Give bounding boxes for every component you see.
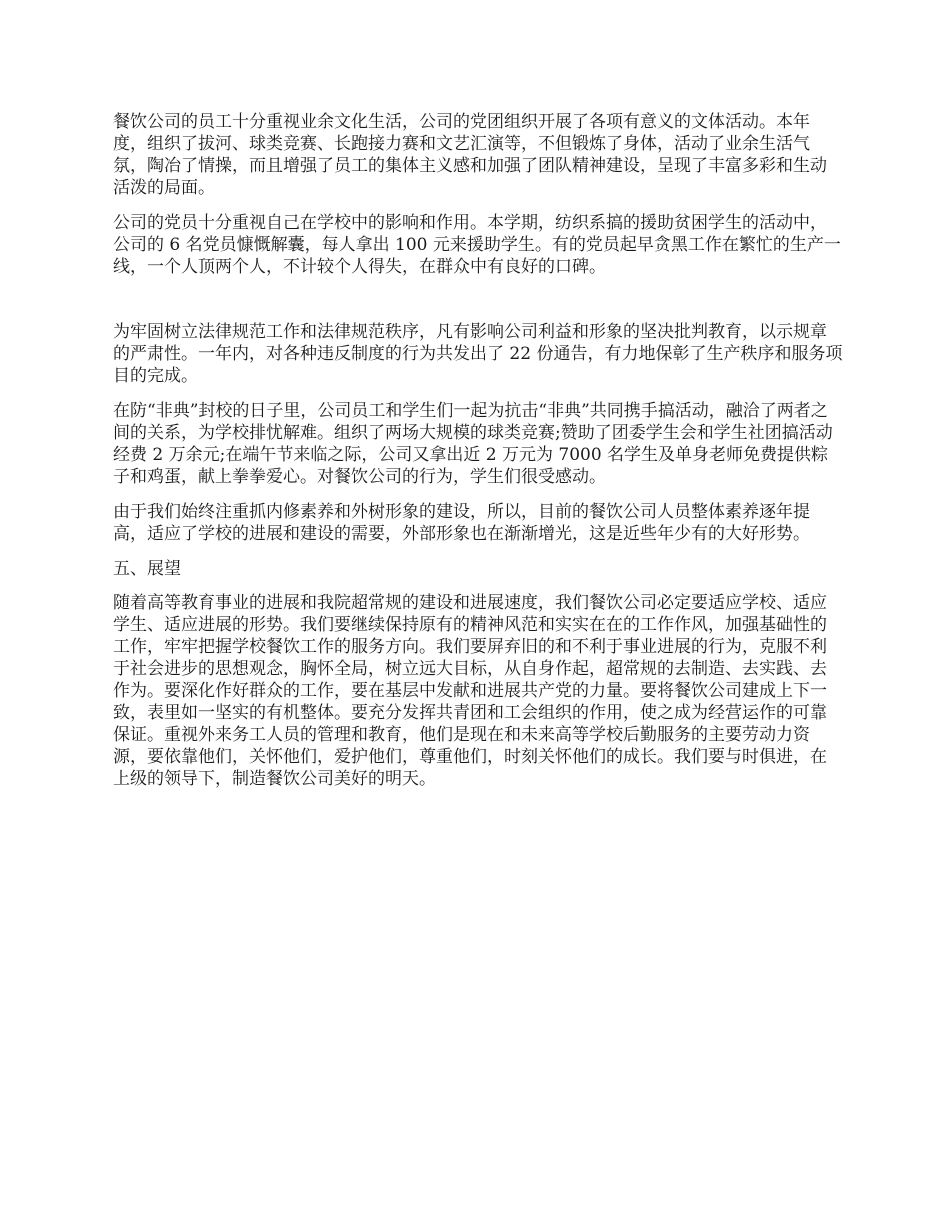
- paragraph-rules-discipline: 为牢固树立法律规范工作和法律规范秩序，凡有影响公司利益和形象的坚决批判教育，以示规章的严肃性。一年内，对各种违反制度的行为共发出了 22 份通告，有力地保彰了生产秩序和服务项目的完成。: [113, 322, 843, 386]
- document-body: [113, 111, 843, 803]
- blank-gap: [113, 291, 843, 321]
- paragraph-sars-period: 在防“非典”封校的日子里，公司员工和学生们一起为抗击“非典”共同携手搞活动，融洽了两者之间的关系，为学校排忧解难。组织了两场大规模的球类竞赛;赞助了团委学生会和学生社团搞活动经费 2 万余元;在端午节来临之际，公司又拿出近 2 万元为 7000 名学生及单身老师免费提供粽子和鸡蛋，献上拳拳爱心。对餐饮公司的行为，学生们很受感动。: [113, 401, 833, 487]
- section-heading-outlook: 五、展望: [113, 559, 181, 579]
- paragraph-party-members: 公司的党员十分重视自己在学校中的影响和作用。本学期，纺织系搞的援助贫困学生的活动中，公司的 6 名党员慷慨解囊，每人拿出 100 元来援助学生。有的党员起早贪黑工作在繁忙的生产一线，一个人顶两个人，不计较个人得失，在群众中有良好的口碑。: [113, 213, 841, 277]
- paragraph-outlook: 随着高等教育事业的进展和我院超常规的建设和进展速度，我们餐饮公司必定要适应学校、适应学生、适应进展的形势。我们要继续保持原有的精神风范和实实在在的工作作风，加强基础性的工作，牢牢把握学校餐饮工作的服务方向。我们要屏弃旧的和不利于事业进展的行为，克服不利于社会进步的思想观念，胸怀全局，树立远大目标，从自身作起，超常规的去制造、去实践、去作为。要深化作好群众的工作，要在基层中发献和进展共产党的力量。要将餐饮公司建成上下一致，表里如一坚实的有机整体。要充分发挥共青团和工会组织的作用，使之成为经营运作的可靠保证。重视外来务工人员的管理和教育，他们是现在和未来高等学校后勤服务的主要劳动力资源，要依靠他们，关怀他们，爱护他们，尊重他们，时刻关怀他们的成长。我们要与时俱进，在上级的领导下，制造餐饮公司美好的明天。: [113, 593, 827, 789]
- paragraph-cultural-activities: 餐饮公司的员工十分重视业余文化生活，公司的党团组织开展了各项有意义的文体活动。本年度，组织了拔河、球类竞赛、长跑接力赛和文艺汇演等，不但锻炼了身体，活动了业余生活气氛，陶冶了情操，而且增强了员工的集体主义感和加强了团队精神建设，呈现了丰富多彩和生动活泼的局面。: [113, 112, 827, 198]
- paragraph-image-building: 由于我们始终注重抓内修素养和外树形象的建设，所以，目前的餐饮公司人员整体素养逐年提高，适应了学校的进展和建设的需要，外部形象也在渐渐增光，这是近些年少有的大好形势。: [113, 502, 810, 544]
